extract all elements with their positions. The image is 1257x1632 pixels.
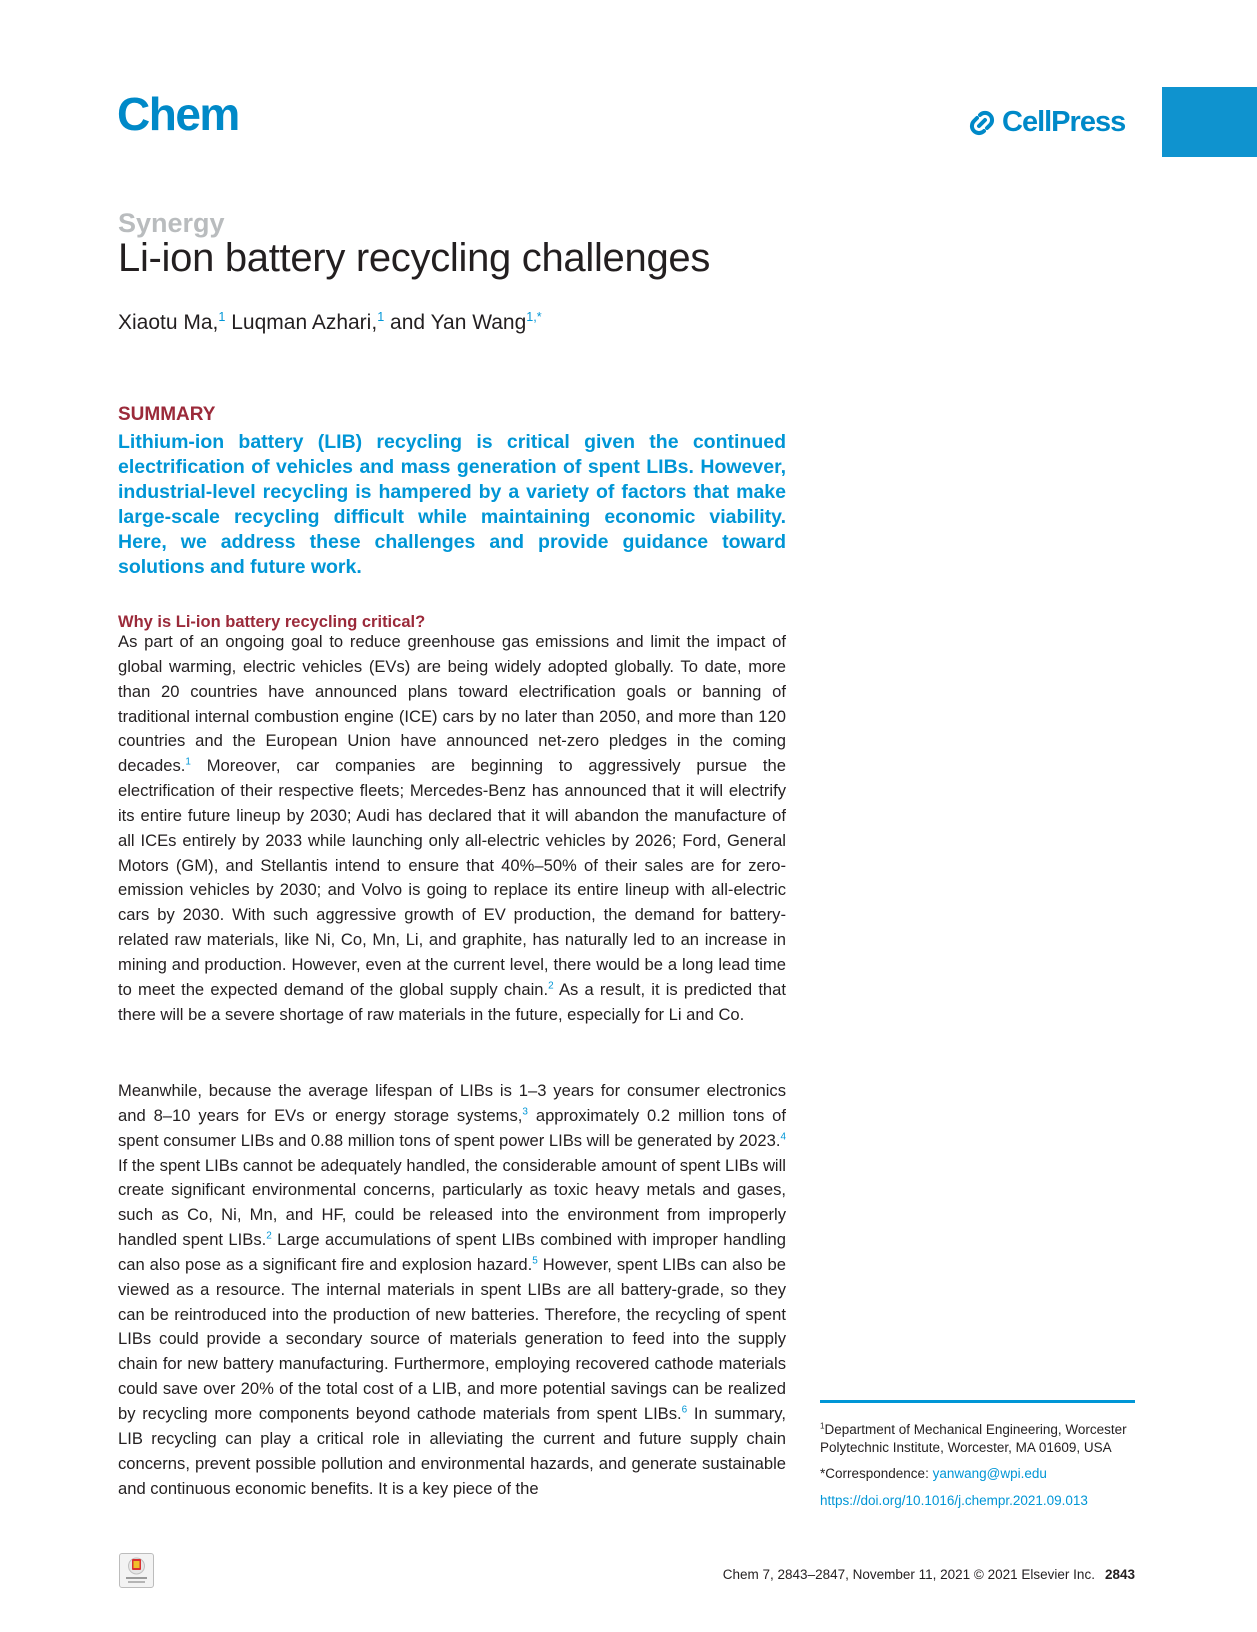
page-footer [723,1567,1135,1582]
author-name: Luqman Azhari, [231,311,378,334]
paragraph-text: In summary, LIB recycling can play a critical role in alleviating the current and future supply chain concerns, prevent possible pollution and environmental hazards, and generate sustainable and continuous economic benefits. It is a key piece of the [118,1403,786,1498]
paragraph-text: However, spent LIBs can also be viewed as a resource. The internal materials in spent LIBs are all battery-grade, so they can be reintroduced into the production of new batteries. Therefore, the recycling of spent LIBs could provide a secondary source of materials generation to feed into the supply chain for new battery manufacturing. Furthermore, employing recovered cathode materials could save over 20% of the total cost of a LIB, and more potential savings can be realized by recycling more components beyond cathode materials from spent LIBs. [118,1254,786,1423]
affiliation-number: 1 [820,1421,825,1431]
body-paragraph [118,630,786,1028]
paragraph-text: Moreover, car companies are beginning to aggressively pursue the electrification of their respective fleets; Mercedes-Benz has announced that it will electrify its entire future lineup by 2030; Audi has declared that it will abandon the manufacture of all ICEs entirely by 2033 while launching only all-electric vehicles by 2026; Ford, General Motors (GM), and Stellantis intend to ensure that 40%–50% of their sales are for zero-emission vehicles by 2030; and Volvo is going to replace its entire lineup with all-electric cars by 2030. With such aggressive growth of EV production, the demand for battery-related raw materials, like Ni, Co, Mn, Li, and graphite, has naturally led to an increase in mining and production. However, even at the current level, there would be a long lead time to meet the expected demand of the global supply chain. [118,756,786,999]
affiliation-address: Department of Mechanical Engineering, Worcester Polytechnic Institute, Worcester, MA 01609, USA [820,1422,1127,1455]
doi-link[interactable]: https://doi.org/10.1016/j.chempr.2021.09.013 [820,1492,1088,1508]
page-number: 2843 [1104,1567,1135,1582]
affiliation-block [820,1421,1135,1518]
affiliation-text [820,1421,1135,1456]
affiliation-marker[interactable]: 1,* [526,310,542,324]
affiliation-divider [820,1400,1135,1403]
reference-link[interactable]: 5 [532,1255,538,1267]
affiliation-marker[interactable]: 1 [218,310,226,324]
paragraph-text: Large accumulations of spent LIBs combined with improper handling can also pose as a significant fire and explosion hazard. [118,1230,787,1274]
body-paragraph [118,1079,786,1501]
paragraph-text: If the spent LIBs cannot be adequately handled, the considerable amount of spent LIBs will create significant environmental concerns, particularly as toxic heavy metals and gases, such as Co, Ni, Mn, and HF, could be released into the environment from improperly handled spent LIBs. [118,1155,786,1250]
reference-link[interactable]: 3 [522,1106,528,1118]
author-name: Yan Wang [430,311,527,334]
paragraph-text: As a result, it is predicted that there will be a severe shortage of raw materials in the future, especially for Li and Co. [118,979,787,1024]
correspondence [820,1465,1135,1483]
journal-logo: Chem [117,88,239,140]
paragraph-text: As part of an ongoing goal to reduce greenhouse gas emissions and limit the impact of global warming, electric vehicles (EVs) are being widely adopted globally. To date, more than 20 countries have announced plans toward electrification goals or banning of traditional internal combustion engine (ICE) cars by no later than 2050, and more than 120 countries and the European Union have announced net-zero pledges in the coming decades. [118,632,786,776]
cellpress-link-icon [966,107,998,139]
check-for-updates-icon[interactable] [119,1553,154,1588]
author-conjunction: and [390,311,426,334]
correspondence-email-link[interactable]: yanwang@wpi.edu [932,1466,1047,1481]
reference-link[interactable]: 2 [266,1230,272,1242]
citation-line: Chem 7, 2843–2847, November 11, 2021 © 2021 Elsevier Inc. [722,1567,1095,1582]
affiliation-marker[interactable]: 1 [377,310,385,324]
paragraph-text: Meanwhile, because the average lifespan of LIBs is 1–3 years for consumer electronics and 8–10 years for EVs or energy storage systems, [118,1081,786,1125]
author-list [118,311,542,335]
author-name: Xiaotu Ma, [118,311,219,334]
corner-color-tab [1162,87,1257,157]
section-type: Synergy [118,208,225,238]
article-title: Li-ion battery recycling challenges [118,236,711,280]
summary-text: Lithium-ion battery (LIB) recycling is critical given the continued electrification of vehicles and mass generation of spent LIBs. However, industrial-level recycling is hampered by a variety of factors that make large-scale recycling difficult while maintaining economic viability. Here, we address these challenges and provide guidance toward solutions and future work. [118,431,786,578]
doi-line [820,1492,1135,1510]
reference-link[interactable]: 2 [548,980,554,992]
reference-link[interactable]: 4 [780,1131,786,1143]
crossmark-icon [120,1554,153,1587]
paragraph-text: approximately 0.2 million tons of spent consumer LIBs and 0.88 million tons of spent power LIBs will be generated by 2023. [118,1105,786,1150]
reference-link[interactable]: 6 [681,1404,688,1416]
correspondence-label: *Correspondence: [820,1466,933,1481]
reference-link[interactable]: 1 [185,756,191,768]
publisher-logo[interactable] [966,106,1125,139]
publisher-name: CellPress [1002,106,1126,138]
section-heading: Why is Li-ion battery recycling critical? [118,613,426,631]
summary-heading: SUMMARY [118,404,216,425]
